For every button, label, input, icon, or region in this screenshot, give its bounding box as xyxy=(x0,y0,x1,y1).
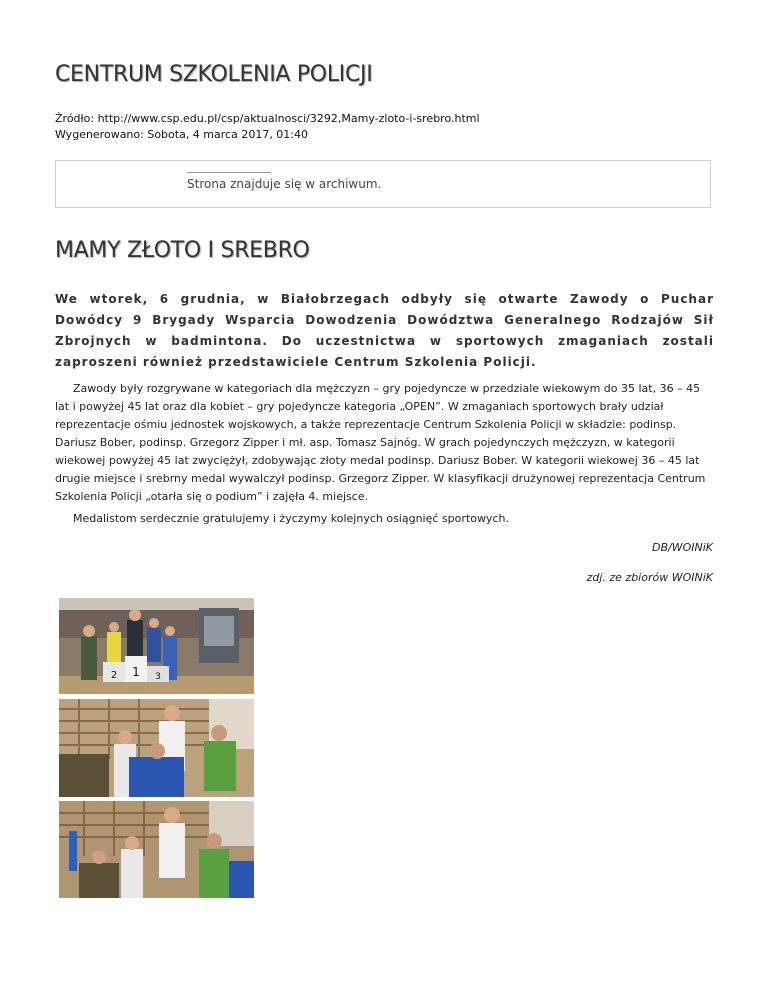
site-title: CENTRUM SZKOLENIA POLICJI xyxy=(55,62,373,87)
article-congrats: Medalistom serdecznie gratulujemy i życzymy kolejnych osiągnięć sportowych. xyxy=(73,512,509,525)
article-author: DB/WOINiK xyxy=(652,541,713,554)
source-line: Źródło: http://www.csp.edu.pl/csp/aktualnosci/3292,Mamy-zloto-i-srebro.html xyxy=(55,112,480,125)
photo-credit: zdj. ze zbiorów WOINiK xyxy=(586,571,713,584)
podium-label-1: 1 xyxy=(132,665,140,679)
podium-label-2: 2 xyxy=(110,670,118,681)
article-body: Zawody były rozgrywane w kategoriach dla mężczyzn – gry pojedyncze w przedziale wiekowym do 35 lat, 36 – 45 lat i powyżej 45 lat oraz dla kobiet – gry pojedyncze kategoria „OPEN”. W zmaganiach sportowych brały udział reprezentacje ośmiu jednostek wojskowych, a także reprezentacje Centrum Szkolenia Policji w składzie: podinsp. Dariusz Bober, podinsp. Grzegorz Zipper i mł. asp. Tomasz Sajnóg. W grach pojedynczych mężczyzn, w kategorii wiekowej powyżej 45 lat zwyciężył, zdobywając złoty medal podinsp. Dariusz Bober. W kategorii wiekowej 36 – 45 lat drugie miejsce i srebrny medal wywalczył podinsp. Grzegorz Zipper. W klasyfikacji drużynowej reprezentacja Centrum Szkolenia Policji „otarła się o podium” i zajęła 4. miejsce. xyxy=(55,382,706,503)
generated-line: Wygenerowano: Sobota, 4 marca 2017, 01:40 xyxy=(55,128,309,141)
archive-notice-box xyxy=(55,160,711,208)
document-meta xyxy=(55,111,480,143)
article-title: MAMY ZŁOTO I SREBRO xyxy=(55,238,310,263)
photo-podium[interactable] xyxy=(59,598,254,694)
archive-divider xyxy=(187,172,271,173)
archive-notice: Strona znajduje się w archiwum. xyxy=(187,177,382,191)
article-lead: We wtorek, 6 grudnia, w Białobrzegach odbyły się otwarte Zawody o Puchar Dowódcy 9 Brygady Wsparcia Dowodzenia Dowództwa Generalnego Rodzajów Sił Zbrojnych w badmintona. Do uczestnictwa w sportowych zmaganiach zostali zaproszeni również przedstawiciele Centrum Szkolenia Policji. xyxy=(55,292,714,369)
podium-label-3: 3 xyxy=(155,672,161,682)
photo-team[interactable] xyxy=(59,801,254,898)
photo-medalists[interactable] xyxy=(59,699,254,797)
